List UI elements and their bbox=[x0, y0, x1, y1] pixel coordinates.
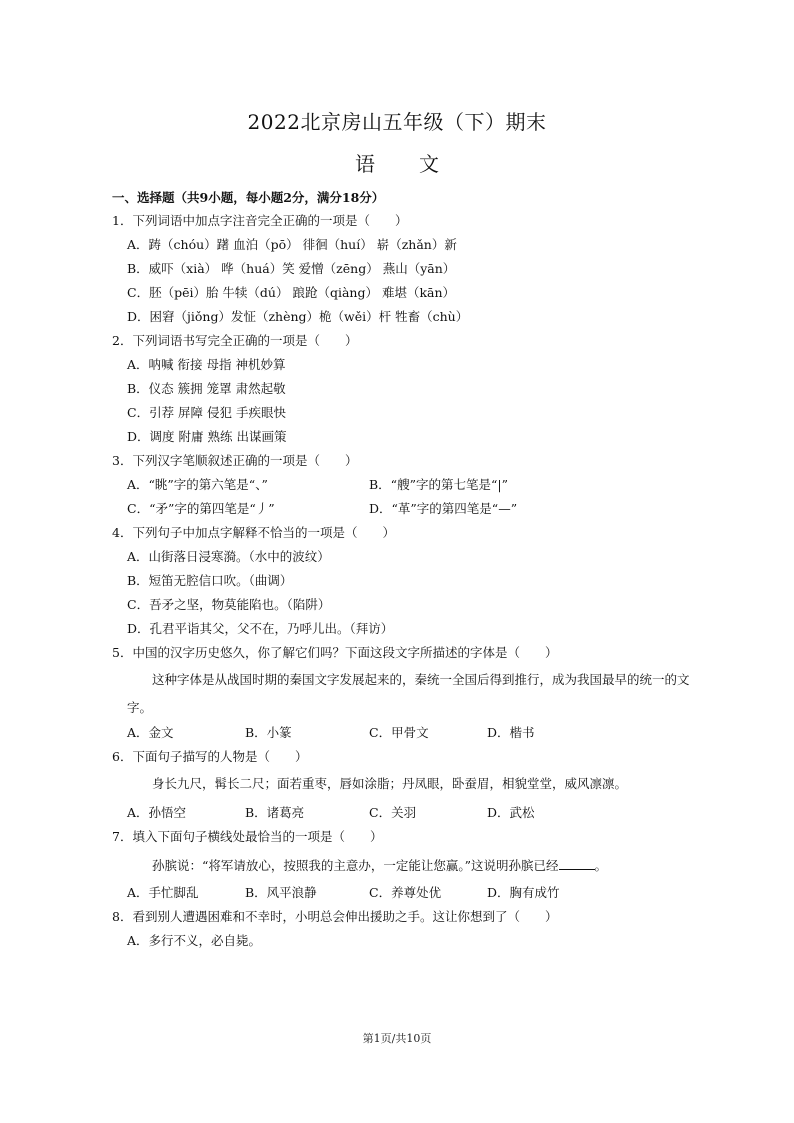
question-7-option-b: B．风平浪静 bbox=[245, 885, 317, 900]
question-6-passage: 身长九尺，髯长二尺；面若重枣，唇如涂脂；丹凤眼，卧蚕眉，相貌堂堂，威风凛凛。 bbox=[152, 776, 628, 791]
question-4-option-c: C．吾矛之坚，物莫能陷也。（陷阱） bbox=[127, 597, 331, 612]
question-2-option-d: D．调度 附庸 熟练 出谋画策 bbox=[127, 429, 287, 444]
subject-char-1: 语 bbox=[355, 152, 375, 176]
question-5-passage-line-1: 这种字体是从战国时期的秦国文字发展起来的，秦统一全国后得到推行，成为我国最早的统一的文 bbox=[152, 672, 690, 687]
question-2-option-b: B．仪态 簇拥 笼罩 肃然起敬 bbox=[127, 381, 286, 396]
question-3-option-a: A．“眺”字的第六笔是“、” bbox=[127, 477, 268, 492]
question-8-stem: 8．看到别人遭遇困难和不幸时，小明总会伸出援助之手。这让你想到了（ ） bbox=[112, 909, 558, 924]
question-5-option-d: D．楷书 bbox=[487, 725, 535, 740]
question-7-passage-end: 。 bbox=[594, 858, 608, 873]
question-1-option-c: C．胚（pēi）胎 牛犊（dú） 踉跄（qiàng） 难堪（kān） bbox=[127, 285, 456, 300]
question-6-option-a: A．孙悟空 bbox=[127, 805, 187, 820]
question-2-option-a: A．呐喊 衔接 母指 神机妙算 bbox=[127, 357, 286, 372]
question-5-option-c: C．甲骨文 bbox=[369, 725, 429, 740]
question-7-option-a: A．手忙脚乱 bbox=[127, 885, 199, 900]
question-1-option-d: D．困窘（jiǒng）发怔（zhèng）桅（wěi）杆 牲畜（chù） bbox=[127, 309, 469, 324]
question-4-option-d: D．孔君平诣其父，父不在，乃呼儿出。（拜访） bbox=[127, 621, 394, 636]
fill-blank[interactable] bbox=[559, 857, 595, 870]
page-footer: 第1页/共10页 bbox=[362, 1032, 432, 1045]
question-5-option-a: A．金文 bbox=[127, 725, 174, 740]
question-6-option-d: D．武松 bbox=[487, 805, 535, 820]
question-3-option-c: C．“矛”字的第四笔是“丿” bbox=[127, 501, 275, 516]
question-8-option-a: A．多行不义，必自毙。 bbox=[127, 933, 262, 948]
question-5-options bbox=[0, 725, 794, 741]
section-heading: 一、选择题（共9小题，每小题2分，满分18分） bbox=[112, 190, 385, 205]
question-5-passage-line-2: 字。 bbox=[127, 700, 153, 715]
question-1-option-b: B．威吓（xià） 哗（huá）笑 爱憎（zēng） 燕山（yān） bbox=[127, 261, 456, 276]
question-4-option-a: A．山街落日浸寒漪。（水中的波纹） bbox=[127, 549, 330, 564]
question-6-stem: 6．下面句子描写的人物是（ ） bbox=[112, 749, 308, 764]
question-6-option-c: C．关羽 bbox=[369, 805, 417, 820]
question-4-stem: 4．下列句子中加点字解释不恰当的一项是（ ） bbox=[112, 525, 395, 540]
question-6-option-b: B．诸葛亮 bbox=[245, 805, 305, 820]
question-2-stem: 2．下列词语书写完全正确的一项是（ ） bbox=[112, 333, 358, 348]
page-title: 2022北京房山五年级（下）期末 bbox=[247, 110, 547, 134]
question-3-option-d: D．“革”字的第四笔是“—” bbox=[369, 501, 518, 516]
question-3-option-b: B．“艘”字的第七笔是“|” bbox=[369, 477, 508, 492]
subject-title bbox=[0, 148, 794, 177]
question-4-option-b: B．短笛无腔信口吹。（曲调） bbox=[127, 573, 293, 588]
question-5-stem: 5．中国的汉字历史悠久，你了解它们吗？下面这段文字所描述的字体是（ ） bbox=[112, 645, 558, 660]
question-7-options bbox=[0, 885, 794, 901]
question-7-stem: 7．填入下面句子横线处最恰当的一项是（ ） bbox=[112, 829, 383, 844]
question-6-options bbox=[0, 805, 794, 821]
question-3-stem: 3．下列汉字笔顺叙述正确的一项是（ ） bbox=[112, 453, 358, 468]
question-7-passage bbox=[152, 857, 607, 874]
question-1-stem: 1．下列词语中加点字注音完全正确的一项是（ ） bbox=[112, 213, 408, 228]
question-2-option-c: C．引荐 屏障 侵犯 手疾眼快 bbox=[127, 405, 286, 420]
question-1-option-a: A．踌（chóu）躇 血泊（pō） 徘徊（huí） 崭（zhǎn）新 bbox=[127, 237, 457, 252]
question-5-option-b: B．小篆 bbox=[245, 725, 292, 740]
question-7-passage-text: 孙膑说：“将军请放心，按照我的主意办，一定能让您赢。”这说明孙膑已经 bbox=[152, 858, 559, 873]
subject-char-2: 文 bbox=[419, 152, 439, 176]
question-7-option-c: C．养尊处优 bbox=[369, 885, 442, 900]
question-7-option-d: D．胸有成竹 bbox=[487, 885, 560, 900]
